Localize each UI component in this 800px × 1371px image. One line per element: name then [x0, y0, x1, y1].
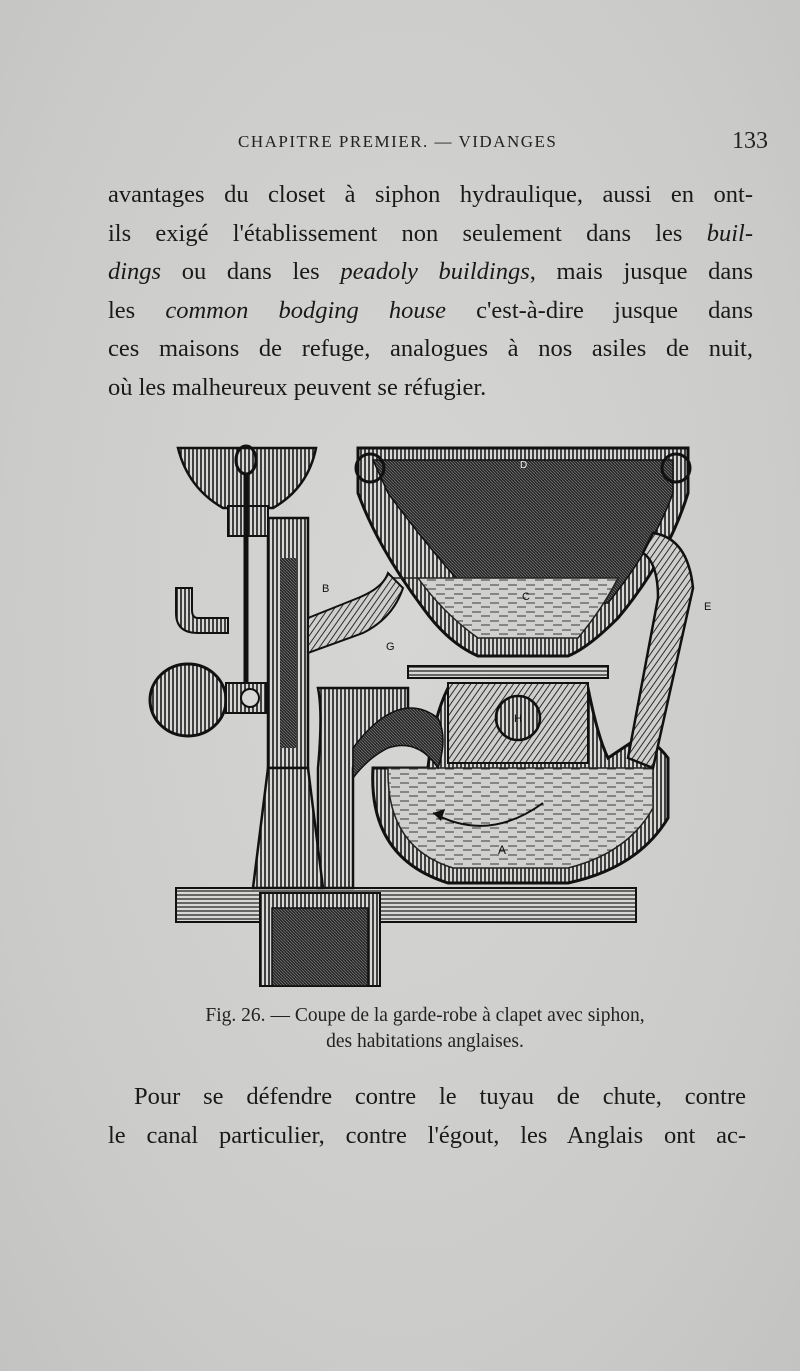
label-g: G — [386, 641, 395, 653]
label-d: D — [520, 460, 528, 471]
text-line — [108, 1078, 746, 1117]
text-line — [108, 369, 753, 408]
italic-term: peadoly buildings — [340, 258, 530, 285]
figure-number: Fig. 26. — [205, 1005, 266, 1026]
pump-base — [253, 768, 323, 888]
figure-caption — [130, 1003, 720, 1055]
text-span: où les malheureux peuvent se réfugier. — [108, 373, 487, 401]
label-a: A — [498, 843, 507, 857]
italic-term: dings — [108, 258, 162, 285]
text-span: , mais jusque dans — [529, 258, 754, 285]
text-span: ou dans les — [161, 258, 341, 285]
text-line — [108, 215, 753, 254]
toilet-cross-section-engraving — [148, 438, 712, 986]
text-span: le canal particulier, contre l'égout, les Anglais ont ac- — [108, 1121, 746, 1149]
italic-term: common bodging house — [165, 296, 447, 324]
text-line — [108, 292, 753, 331]
caption-line-1 — [130, 1003, 720, 1029]
j-pipe — [176, 588, 228, 633]
text-span: avantages du closet à siphon hydraulique, aussi en ont- — [108, 181, 753, 208]
text-span: les — [108, 296, 166, 324]
counterweight-ball — [150, 664, 226, 736]
text-line — [108, 253, 753, 292]
text-line — [108, 330, 753, 369]
caption-text: — Coupe de la garde-robe à clapet avec siphon, — [265, 1005, 645, 1026]
floor-board — [176, 888, 636, 922]
text-span: ces maisons de refuge, analogues à nos asiles de nuit, — [108, 335, 753, 362]
chapter-title: CHAPITRE PREMIER. — VIDANGES — [238, 132, 558, 151]
label-b: B — [322, 583, 330, 595]
text-line — [108, 1117, 746, 1156]
label-e: E — [704, 601, 712, 613]
text-span: Pour se défendre contre le tuyau de chute, contre — [134, 1083, 746, 1110]
caption-line-2: des habitations anglaises. — [326, 1031, 524, 1052]
page-number: 133 — [732, 128, 768, 154]
text-span: ils exigé l'établissement non seulement dans les — [108, 219, 707, 247]
paragraph-bottom — [108, 1078, 746, 1155]
text-line — [108, 176, 753, 215]
flap-plate — [408, 666, 608, 678]
italic-term: buil- — [706, 219, 753, 247]
label-c: C — [522, 591, 530, 603]
paragraph-top — [108, 176, 753, 407]
text-span: c'est-à-dire jusque dans — [446, 296, 753, 324]
label-h: H — [514, 713, 522, 725]
running-head — [108, 128, 768, 158]
